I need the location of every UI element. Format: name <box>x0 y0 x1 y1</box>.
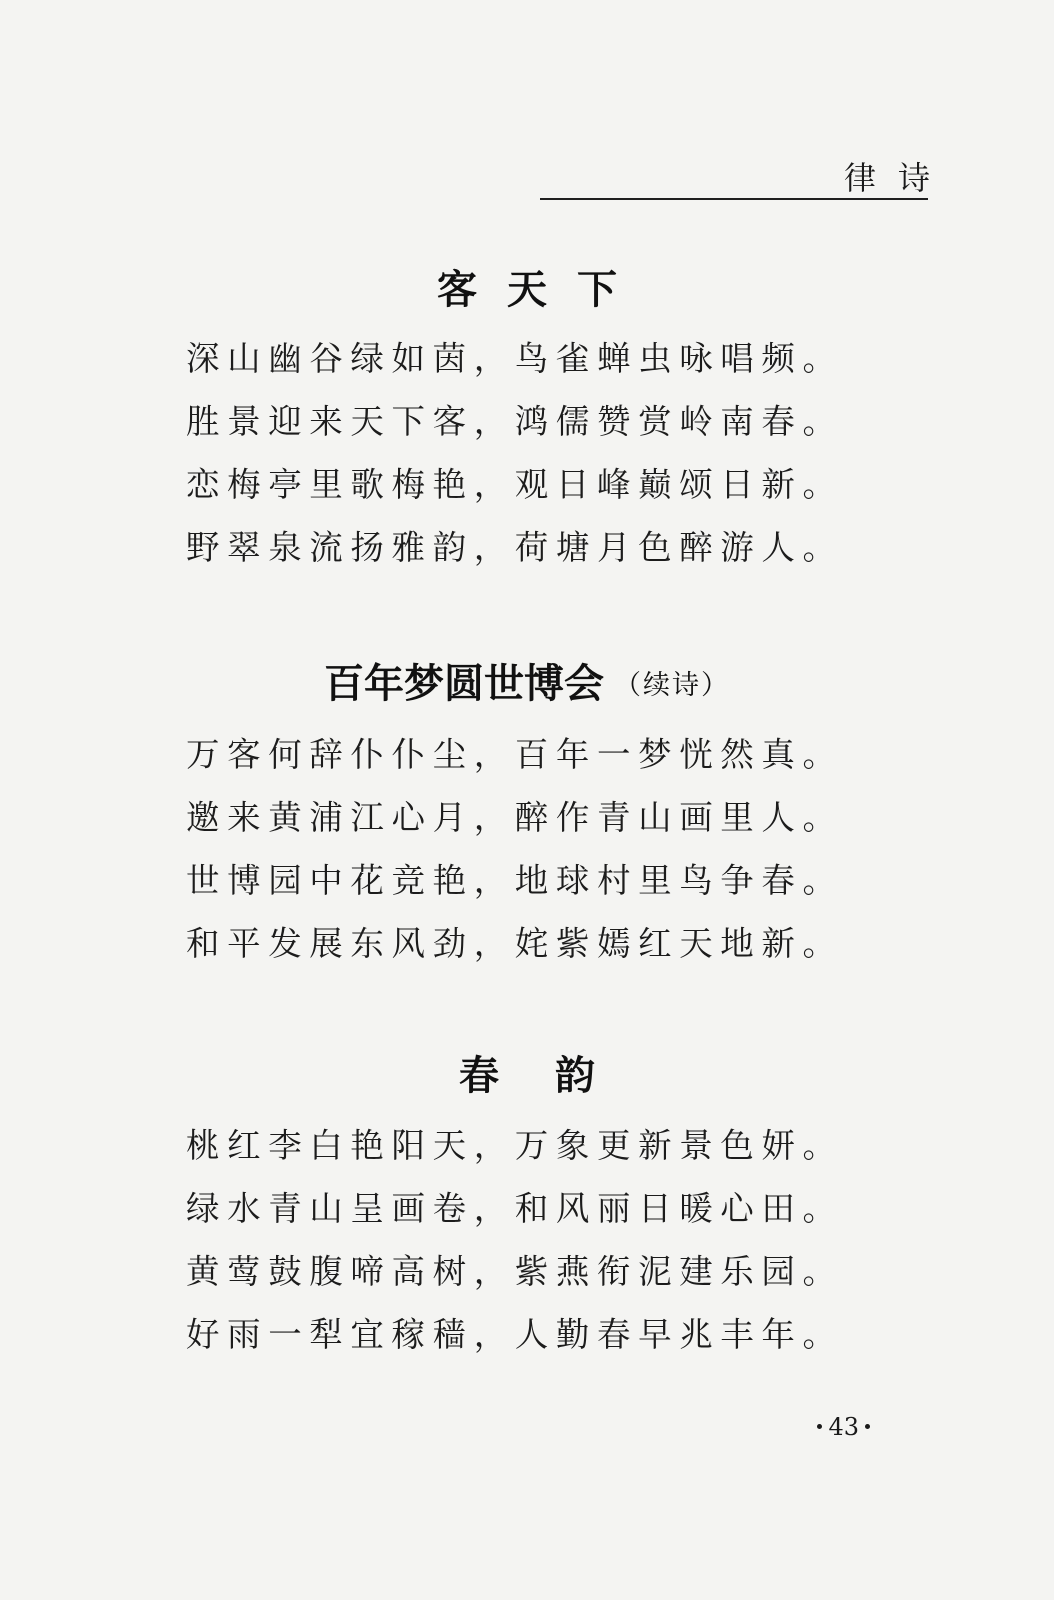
bullet-dot-icon <box>865 1424 870 1429</box>
poem-title-text: 百年梦圆世博会 <box>324 661 604 707</box>
poem-line: 黄莺鼓腹啼高树，紫燕衔泥建乐园。 <box>186 1252 844 1291</box>
poem-title-text: 春韵 <box>459 1053 651 1099</box>
poem-line: 野翠泉流扬雅韵，荷塘月色醉游人。 <box>186 528 844 567</box>
poem-title <box>0 660 1054 710</box>
poem-body <box>186 723 886 975</box>
poem-subtitle: （续诗） <box>614 670 730 701</box>
poem-line: 和平发展东风劲，姹紫嫣红天地新。 <box>186 924 844 963</box>
poem-title-text: 客天下 <box>437 267 647 313</box>
poem-line: 万客何辞仆仆尘，百年一梦恍然真。 <box>186 735 844 774</box>
poem-line: 胜景迎来天下客，鸿儒赞赏岭南春。 <box>186 402 844 441</box>
poem-body <box>186 1114 886 1366</box>
poem-body <box>186 327 886 579</box>
header-rule <box>540 198 928 200</box>
poem-line: 世博园中花竞艳，地球村里鸟争春。 <box>186 861 844 900</box>
poem-line: 深山幽谷绿如茵，鸟雀蝉虫咏唱频。 <box>186 339 844 378</box>
poem-line: 桃红李白艳阳天，万象更新景色妍。 <box>186 1126 844 1165</box>
page-number <box>811 1412 876 1442</box>
bullet-dot-icon <box>817 1424 822 1429</box>
poem-title <box>0 1052 1054 1100</box>
page-number-text: 43 <box>828 1413 859 1441</box>
poem-title <box>0 266 1054 314</box>
poem-line: 恋梅亭里歌梅艳，观日峰巅颂日新。 <box>186 465 844 504</box>
running-header: 律诗 <box>843 159 952 197</box>
poem-line: 好雨一犁宜稼穑，人勤春早兆丰年。 <box>186 1315 844 1354</box>
poem-line: 邀来黄浦江心月，醉作青山画里人。 <box>186 798 844 837</box>
poem-line: 绿水青山呈画卷，和风丽日暖心田。 <box>186 1189 844 1228</box>
